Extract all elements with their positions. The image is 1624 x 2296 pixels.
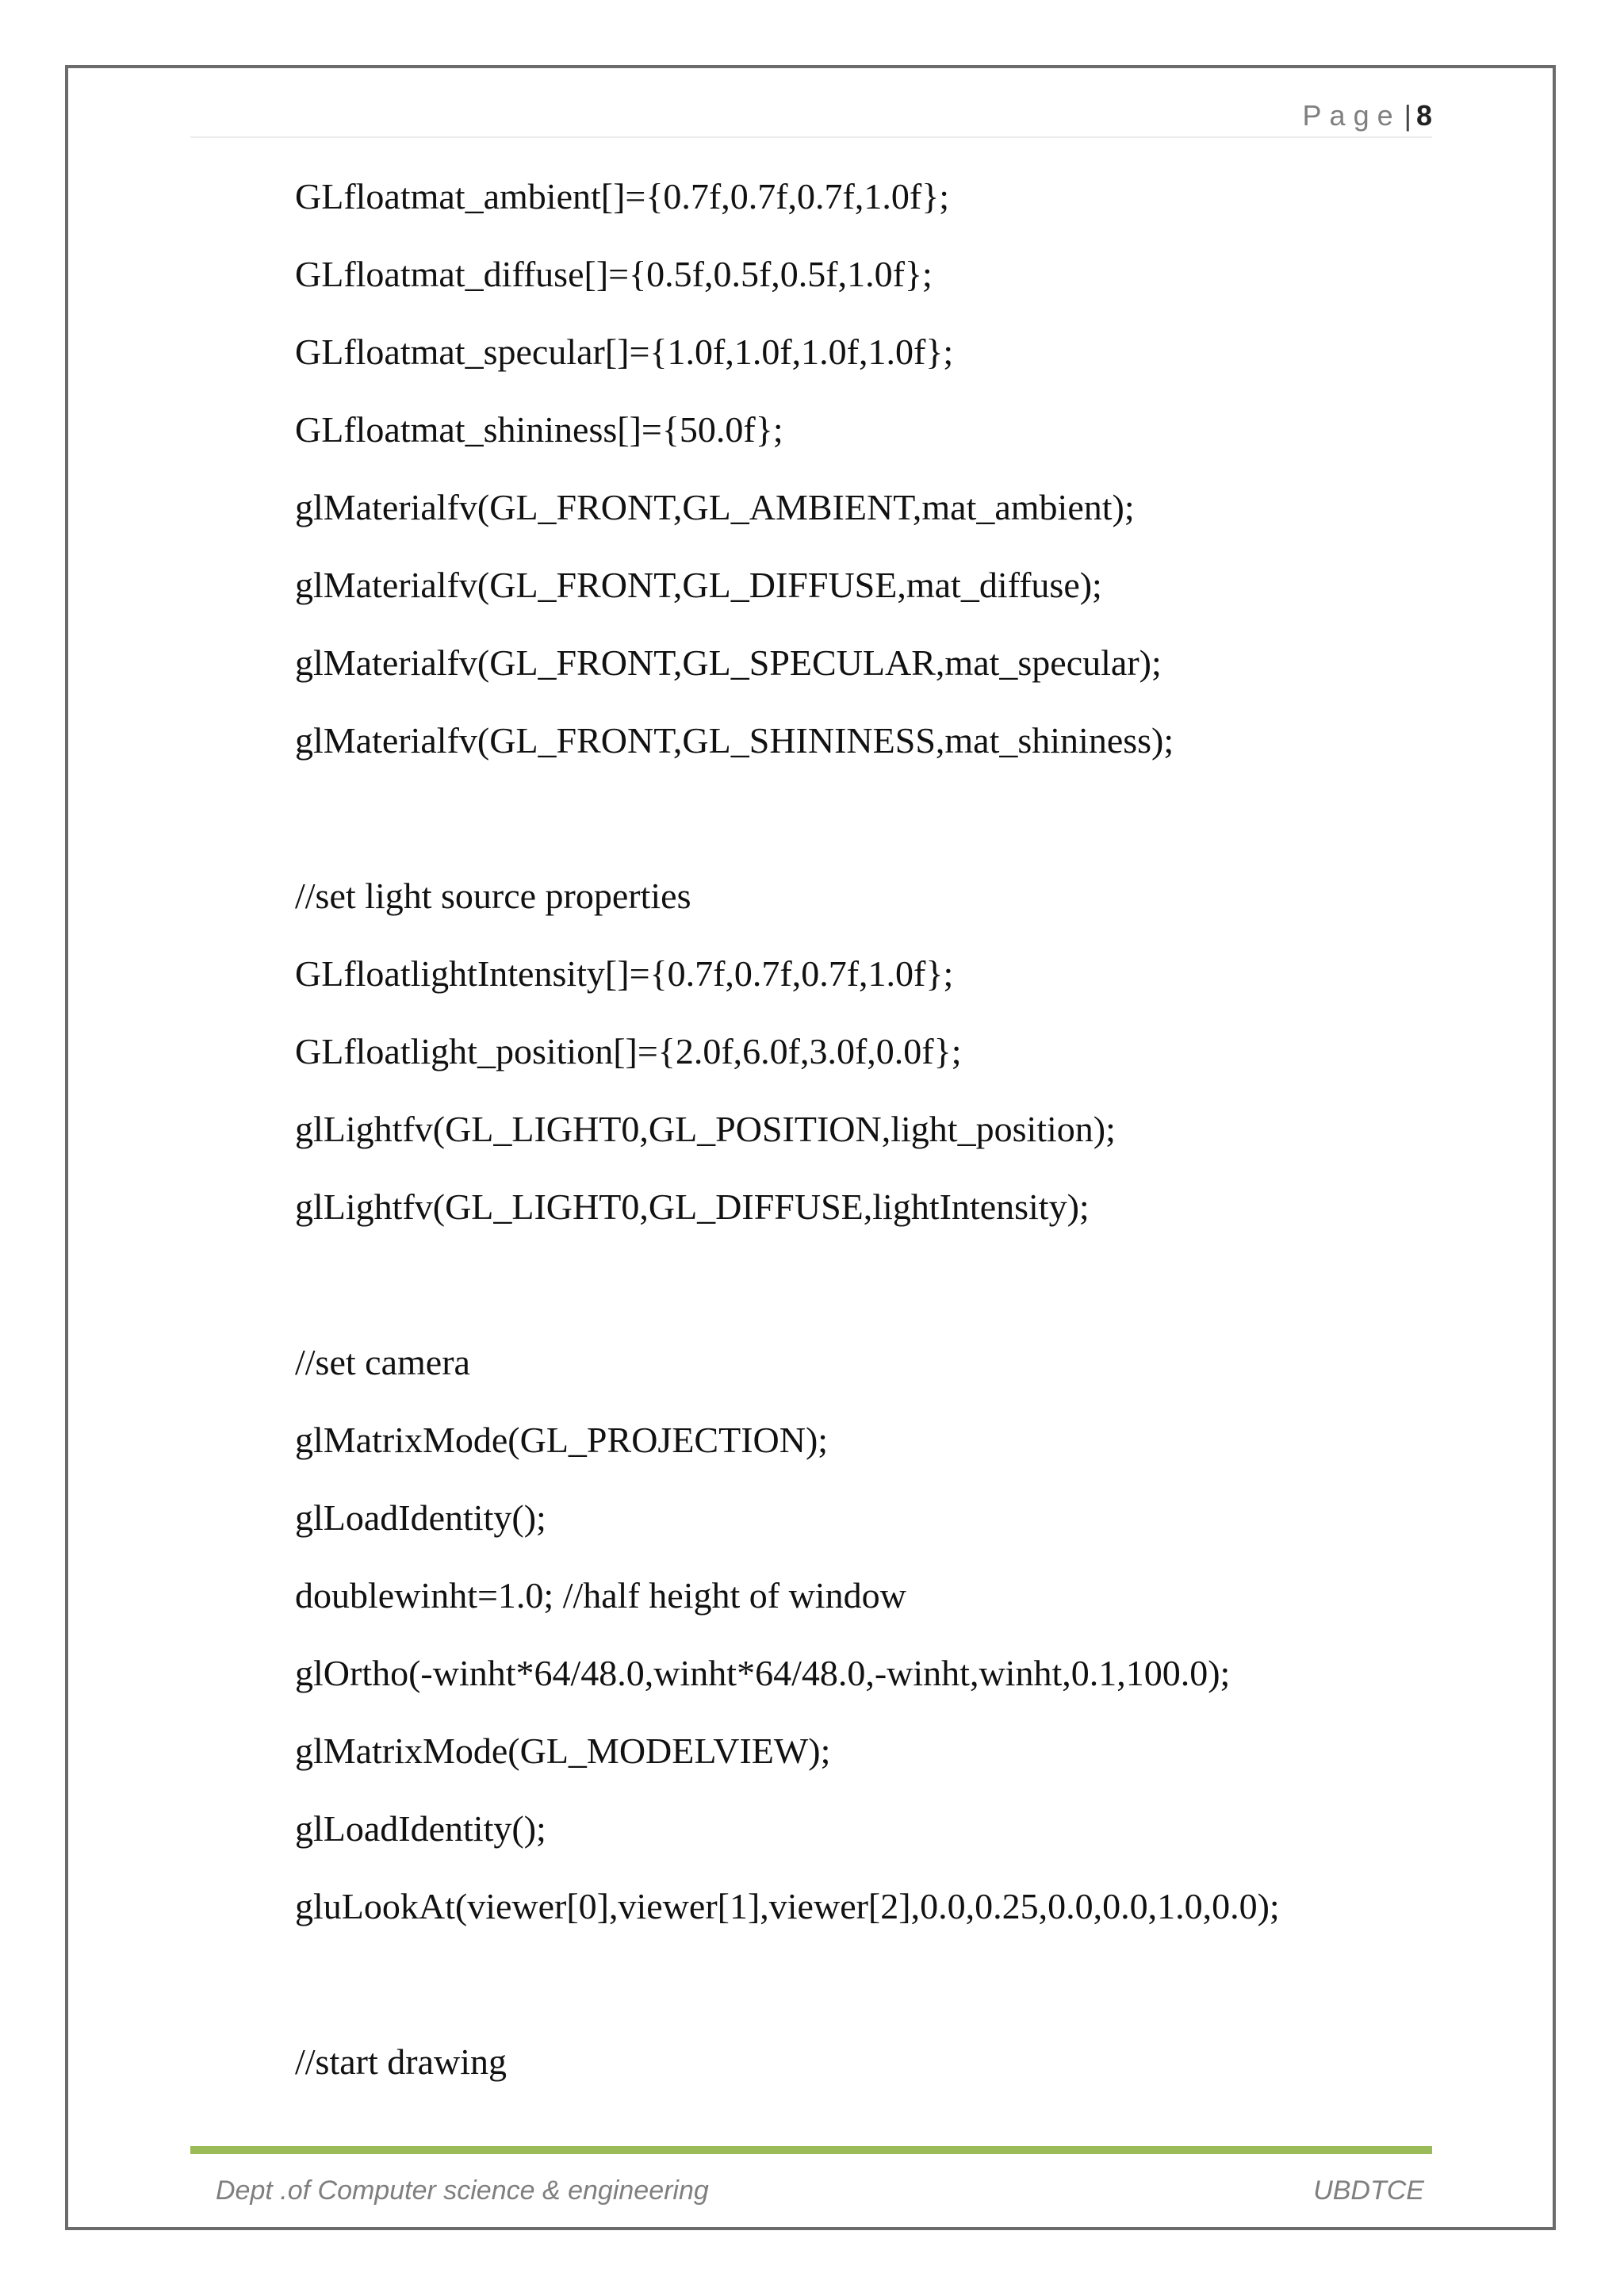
code-line: glLightfv(GL_LIGHT0,GL_DIFFUSE,lightIntensity); xyxy=(295,1186,1090,1227)
code-line: glOrtho(-winht*64/48.0,winht*64/48.0,-winht,winht,0.1,100.0); xyxy=(295,1653,1231,1693)
page-word: Page xyxy=(1302,99,1401,132)
page-number: 8 xyxy=(1415,99,1432,132)
code-line: GLfloatmat_diffuse[]={0.5f,0.5f,0.5f,1.0f}; xyxy=(295,254,933,294)
code-comment: //set camera xyxy=(295,1342,470,1382)
code-line: GLfloatmat_specular[]={1.0f,1.0f,1.0f,1.0f}; xyxy=(295,332,954,372)
footer-institution: UBDTCE xyxy=(1313,2175,1424,2206)
code-line: doublewinht=1.0; //half height of window xyxy=(295,1575,906,1616)
code-line: GLfloatmat_ambient[]={0.7f,0.7f,0.7f,1.0f}; xyxy=(295,176,950,217)
code-line: GLfloatlight_position[]={2.0f,6.0f,3.0f,0.0f}; xyxy=(295,1031,962,1071)
code-comment: //set light source properties xyxy=(295,876,691,916)
code-line: glMaterialfv(GL_FRONT,GL_SHININESS,mat_shininess); xyxy=(295,720,1174,761)
code-line: GLfloatmat_shininess[]={50.0f}; xyxy=(295,409,783,450)
code-comment: //start drawing xyxy=(295,2041,507,2082)
page-separator: | xyxy=(1404,99,1411,132)
code-line: glMaterialfv(GL_FRONT,GL_AMBIENT,mat_ambient); xyxy=(295,487,1135,527)
code-line: glMaterialfv(GL_FRONT,GL_DIFFUSE,mat_diffuse); xyxy=(295,565,1102,605)
page-header xyxy=(190,95,1432,138)
page-number-label xyxy=(1303,95,1432,136)
code-line: glLoadIdentity(); xyxy=(295,1808,546,1849)
code-line: glMaterialfv(GL_FRONT,GL_SPECULAR,mat_specular); xyxy=(295,642,1162,683)
code-line: glLoadIdentity(); xyxy=(295,1497,546,1538)
page-footer xyxy=(216,2170,1424,2211)
code-line: glLightfv(GL_LIGHT0,GL_POSITION,light_position); xyxy=(295,1109,1116,1149)
code-line: glMatrixMode(GL_PROJECTION); xyxy=(295,1420,829,1460)
footer-rule xyxy=(190,2146,1432,2154)
code-line: gluLookAt(viewer[0],viewer[1],viewer[2],0.0,0.25,0.0,0.0,1.0,0.0); xyxy=(295,1886,1280,1926)
code-line: glMatrixMode(GL_MODELVIEW); xyxy=(295,1731,831,1771)
code-line: GLfloatlightIntensity[]={0.7f,0.7f,0.7f,1.0f}; xyxy=(295,953,954,994)
footer-department: Dept .of Computer science & engineering xyxy=(216,2175,709,2206)
